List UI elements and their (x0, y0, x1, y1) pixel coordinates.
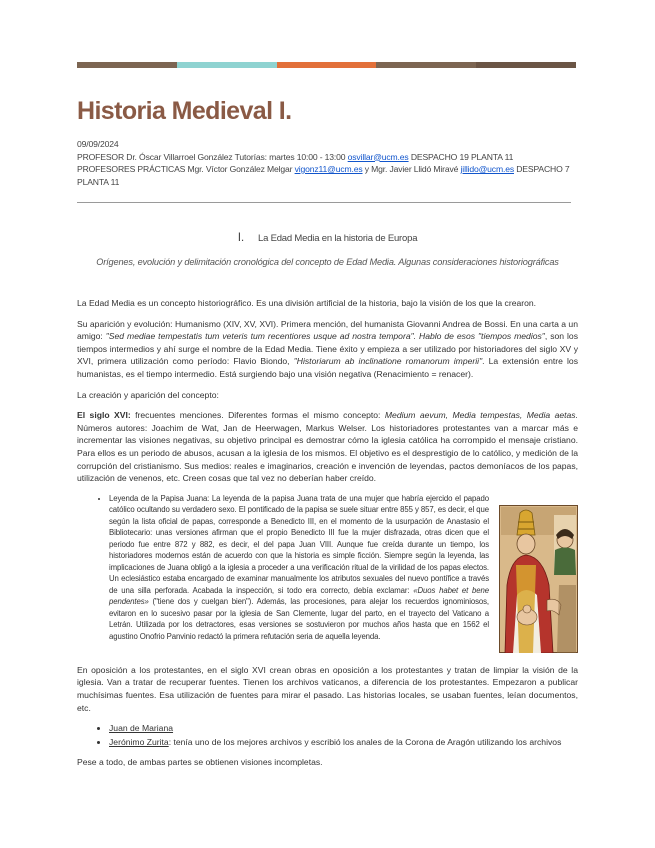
practicas-text-middle: y Mgr. Javier Llidó Miravé (362, 164, 461, 174)
profesor-email-link[interactable]: osvillar@ucm.es (347, 151, 409, 162)
header-color-bar (77, 62, 576, 68)
historian-mariana-link[interactable]: Juan de Mariana (109, 723, 174, 734)
siglo-xvi-terms: Medium aevum, Media tempestas, Media aetas. (384, 410, 578, 421)
origin-quote-2: "Historiarum ab inclinatione romanorum imperii" (293, 356, 483, 367)
paragraph-counter-reform: En oposición a los protestantes, en el siglo XVI crean obras en oposición a los protestantes y tratan de limpiar la visión de la iglesia. Van a tratar de recuperar fuentes. Tienen los archivos vaticanos, a diferencia de los protestantes. Empezaron a publicar muchísimas fuentes. Esa utilización de fuentes para mirar el pasado. Las historias locales, se usaban fuentes, leían documentos, etc. (77, 664, 578, 713)
color-bar-segment-1 (77, 62, 177, 68)
papisa-list (77, 493, 489, 643)
practicas-email-link-1[interactable]: vigonz11@ucm.es (294, 164, 363, 174)
historian-item-zurita (109, 736, 578, 749)
header-divider (77, 202, 571, 203)
paragraph-siglo-xvi (77, 409, 578, 485)
historian-item-mariana (109, 722, 578, 735)
origin-text-b: , son los tiempos intermedios y ahí surge el nombre de la Edad Media. Tiene éxito y empieza a ser utilizado por historiadores del siglo XV y XVI, primera utilización como período: Flavio Biondo, (77, 331, 578, 367)
course-info (77, 138, 577, 188)
origin-quote-1: "Sed mediae tempestatis tum veteris tum recentiores usque ad nostra tempora". Hablo de esos "tiempos medios" (105, 331, 545, 342)
paragraph-origin (77, 318, 578, 381)
historian-zurita-link[interactable]: Jerónimo Zurita (109, 736, 169, 747)
section-heading (0, 230, 655, 244)
papisa-text-block (77, 493, 489, 643)
siglo-xvi-text-b: Números autores: Joachim de Wat, Jan de Heerwagen, Markus Welser. Los historiadores protestantes van a marcar más e incrementar las visiones negativas, su objetivo principal es demostrar cómo la iglesia católica ha corrompido el mensaje cristiano. Para ellos es un periodo de abusos, acusan a la iglesia de los mismos. El objetivo es el desprestigio de lo católico, y medición de la corrupción del cristianismo. Sus medios: reales e imaginarios, creación e invención de leyendas, pactos demoníacos de los papas, utilización de venenos, etc. Creen cosas que tal vez no deberían haber creído. (77, 422, 578, 484)
practicas-office: DESPACHO 7 PLANTA 11 (77, 164, 570, 187)
profesor-text: PROFESOR Dr. Óscar Villarroel González Tutorías: martes 10:00 - 13:00 (77, 151, 348, 162)
historians-list (77, 722, 578, 748)
profesor-line (77, 151, 577, 164)
document-body (77, 297, 578, 777)
color-bar-segment-5 (476, 62, 576, 68)
origin-text-c: . La extensión entre los humanistas, es el tiempo intermedio. Está surgiendo bajo una visión negativa (Renacimiento = renacer). (77, 356, 578, 379)
practicas-line (77, 163, 577, 188)
paragraph-creation: La creación y aparición del concepto: (77, 389, 219, 400)
siglo-xvi-label: El siglo XVI: (77, 410, 131, 421)
profesor-office: DESPACHO 19 PLANTA 11 (408, 151, 514, 162)
section-number: I. (237, 230, 244, 244)
papisa-text-b: ("tiene dos y cuelgan bien"). Además, las procesiones, para alejar los recuerdos ignominiosos, evitaron en lo sucesivo pasar por la iglesia de San Clemente, lugar del parto, en el trayecto del Vaticano a Letrán. Utilizada por los detractores, esas versiones se sostuvieron por muchos años hasta que en 1562 el agustino Onofrio Panvinio redactó la primera refutación seria de aquella leyenda. (109, 597, 489, 641)
siglo-xvi-text-a: frecuentes menciones. Diferentes formas el mismo concepto: (130, 410, 385, 421)
color-bar-segment-4 (376, 62, 476, 68)
practicas-email-link-2[interactable]: jillido@ucm.es (460, 164, 514, 174)
origin-text-a: Su aparición y evolución: Humanismo (XIV, XV, XVI). Primera mención, del humanista Giovanni Andrea de Bossi. En una carta a un amigo: (77, 318, 578, 342)
document-title: Historia Medieval I. (77, 97, 292, 125)
papess-joan-illustration (499, 505, 578, 653)
section-subtitle: Orígenes, evolución y delimitación cronológica del concepto de Edad Media. Algunas consideraciones historiográficas (96, 257, 559, 267)
paragraph-conclusion: Pese a todo, de ambas partes se obtienen visiones incompletas. (77, 757, 323, 768)
papisa-list-item (109, 493, 489, 643)
paragraph-intro: La Edad Media es un concepto historiográfico. Es una división artificial de la historia, bajo la visión de los que la crearon. (77, 298, 537, 308)
papisa-section (77, 493, 578, 656)
historian-zurita-text: : tenía uno de los mejores archivos y escribió los anales de la Corona de Aragón utilizando los archivos (168, 736, 562, 747)
papisa-quote: «Duos habet et bene pendentes» (109, 585, 489, 607)
color-bar-segment-3 (277, 62, 377, 68)
section-title-text: La Edad Media en la historia de Europa (257, 233, 418, 244)
papisa-text-a: Leyenda de la Papisa Juana: La leyenda de la papisa Juana trata de una mujer que habría ejercido el papado católico ocultando su verdadero sexo. El pontificado de la papisa se suele situar entre 855 y 857, es decir, el que según la lista oficial de papas, corresponde a Benedicto III, en el momento de la usurpación de Anastasio el Bibliotecario: unas versiones afirman que el propio Benedicto III fue la mujer disfrazada, otras dicen que el periodo fue entre 872 y 882, es decir, el del papa Juan VIII. Aunque fue creída durante un tiempo, los historiadores modernos están de acuerdo con que la historia es simple ficción. Siempre según la leyenda, las implicaciones de Juana obligó a la iglesia a proceder a una verificación ritual de la virilidad de los papas electos. Un eclesiástico estaba encargado de examinar manualmente los atributos sexuales del nuevo pontífice a través de una silla perforada. Acabada la inspección, si todo era correcto, debía exclamar: (109, 493, 489, 595)
practicas-text: PROFESORES PRÁCTICAS Mgr. Víctor González Melgar (77, 164, 295, 174)
course-date: 09/09/2024 (77, 139, 119, 149)
color-bar-segment-2 (177, 62, 277, 68)
